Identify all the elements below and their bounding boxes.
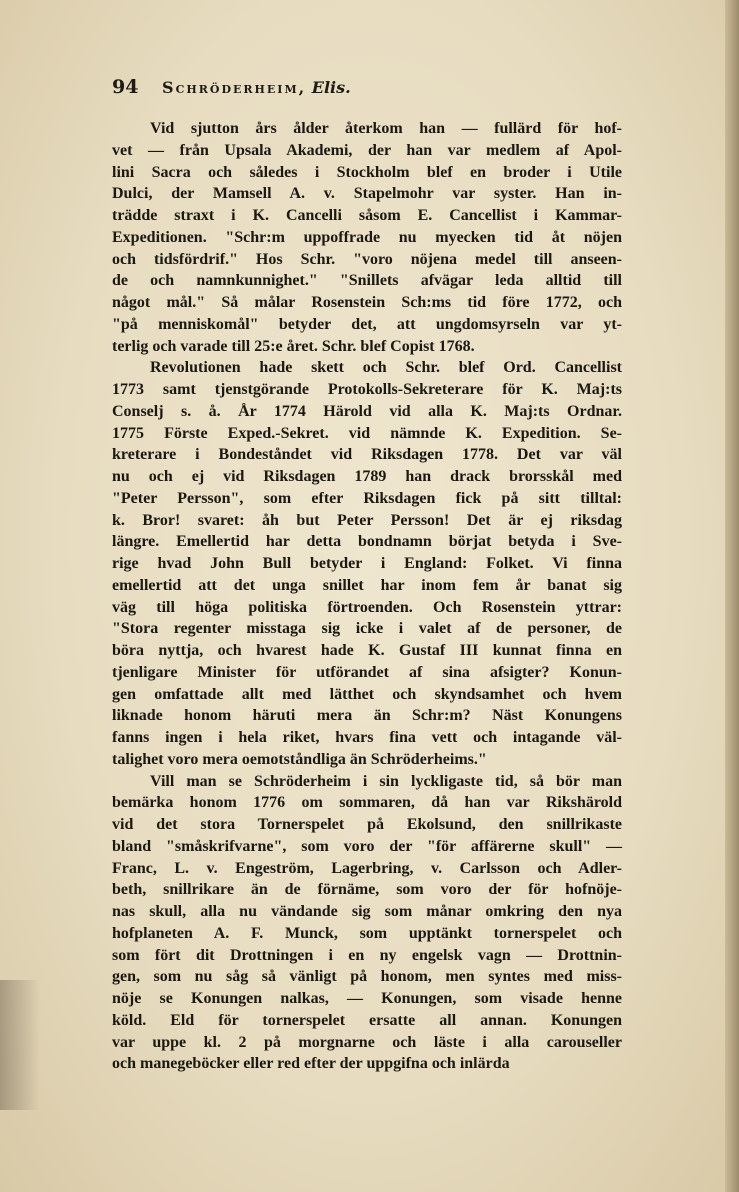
text-line: fanns ingen i hela riket, hvars fina vett och intagande väl-: [112, 729, 622, 746]
text-line: hofplaneten A. F. Munck, som upptänkt tornerspelet och: [112, 924, 622, 942]
text-line: gen, som nu såg så vänligt på honom, men syntes med miss-: [112, 968, 622, 986]
text-line: något mål." Så målar Rosenstein Sch:ms tid före 1772, och: [112, 294, 622, 311]
text-line: kreterare i Bondeståndet vid Riksdagen 1778. Det var väl: [112, 446, 622, 464]
body-text: [112, 118, 622, 1075]
text-line: Revolutionen hade skett och Schr. blef Ord. Cancellist: [150, 359, 622, 377]
header-surname: Schröderheim,: [162, 78, 307, 97]
text-line: köld. Eld för tornerspelet ersatte all annan. Konungen: [112, 1011, 622, 1029]
header-first-name: Elis.: [311, 78, 351, 97]
text-line: 1773 samt tjenstgörande Protokolls-Sekreterare för K. Maj:ts: [112, 381, 622, 398]
text-line: talighet voro mera oemotståndliga än Schröderheims.": [112, 750, 487, 768]
text-line: nu och ej vid Riksdagen 1789 han drack brorsskål med: [112, 468, 622, 485]
text-line: nöje se Konungen nalkas, — Konungen, som visade henne: [112, 990, 622, 1007]
text-line: emellertid att det unga snillet har inom fem år banat sig: [112, 576, 622, 594]
page-number: 94: [112, 76, 139, 98]
text-line: rige hvad John Bull betyder i England: Folket. Vi finna: [112, 555, 622, 572]
page-edge: [725, 0, 739, 1192]
text-line: var uppe kl. 2 på morgnarne och läste i alla carouseller: [112, 1033, 622, 1051]
text-line: böra nyttja, och hvarest hade K. Gustaf III kunnat finna en: [112, 642, 622, 659]
text-line: tjenligare Minister för utförandet af sina afsigter? Konun-: [112, 663, 622, 681]
text-line: Vill man se Schröderheim i sin lyckligaste tid, så bör man: [150, 772, 622, 790]
text-line: "Stora regenter misstaga sig icke i valet af de personer, de: [112, 620, 622, 638]
text-line: som fört dit Drottningen i en ny engelsk vagn — Drottnin-: [112, 946, 622, 964]
text-line: trädde straxt i K. Cancelli såsom E. Cancellist i Kammar-: [112, 207, 622, 224]
text-line: "på menniskomål" betyder det, att ungdomsyrseln var yt-: [112, 315, 622, 333]
text-line: vet — från Upsala Akademi, der han var medlem af Apol-: [112, 141, 622, 159]
text-line: de och namnkunnighet." "Snillets afvägar leda alltid till: [112, 272, 622, 290]
running-head: [112, 76, 612, 100]
text-line: bland "småskrifvarne", som voro der "för affärerne skull" —: [112, 837, 622, 855]
text-line: Vid sjutton års ålder återkom han — fullärd för hof-: [150, 120, 622, 137]
text-line: nas skull, alla nu vändande sig som månar omkring den nya: [112, 903, 622, 920]
text-line: väg till höga politiska förtroenden. Och Rosenstein yttrar:: [112, 598, 622, 616]
text-line: beth, snillrikare än de förnäme, som voro der för hofnöje-: [112, 881, 622, 899]
text-line: "Peter Persson", som efter Riksdagen fick på sitt tilltal:: [112, 489, 622, 507]
text-line: vid det stora Tornerspelet på Ekolsund, den snillrikaste: [112, 816, 622, 833]
text-line: gen omfattade allt med lätthet och skyndsamhet och hvem: [112, 685, 622, 703]
text-line: bemärka honom 1776 om sommaren, då han var Rikshärold: [112, 794, 622, 812]
text-line: k. Bror! svaret: åh but Peter Persson! Det är ej riksdag: [112, 511, 622, 529]
text-line: Conselj s. å. År 1774 Härold vid alla K. Maj:ts Ordnar.: [112, 402, 622, 420]
text-line: terlig och varade till 25:e året. Schr. blef Copist 1768.: [112, 337, 475, 355]
text-line: Expeditionen. "Schr:m uppoffrade nu myecken tid åt nöjen: [112, 228, 622, 246]
text-line: lini Sacra och således i Stockholm blef en broder i Utile: [112, 163, 622, 181]
text-line: och tidsfördrif." Hos Schr. "voro nöjena medel till anseen-: [112, 250, 622, 268]
text-line: 1775 Förste Exped.-Sekret. vid nämnde K. Expedition. Se-: [112, 424, 622, 442]
binding-shadow: [0, 980, 40, 1110]
text-line: liknade honom häruti mera än Schr:m? Näst Konungens: [112, 707, 622, 725]
text-line: Dulci, der Mamsell A. v. Stapelmohr var syster. Han in-: [112, 185, 622, 203]
text-line: längre. Emellertid har detta bondnamn börjat betyda i Sve-: [112, 533, 622, 551]
text-line: Franc, L. v. Engeström, Lagerbring, v. Carlsson och Adler-: [112, 859, 622, 877]
text-line: och manegeböcker eller red efter der uppgifna och inlärda: [112, 1055, 510, 1073]
